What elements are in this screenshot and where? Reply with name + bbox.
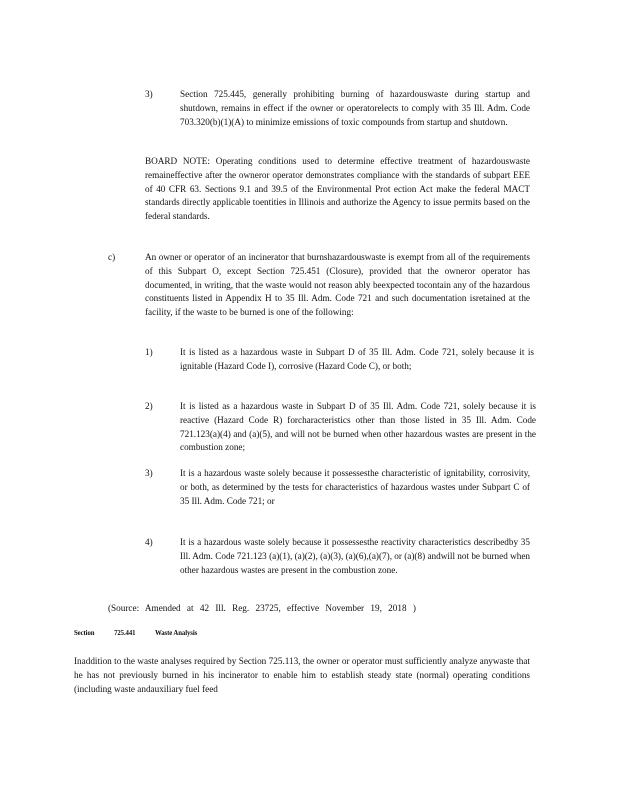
subitem-3-number: 3) [145,468,153,478]
source-note: (Source: Amended at 42 Ill. Reg. 23725, effective November 19, 2018 ) [108,603,416,613]
item-c-number: c) [108,252,116,262]
section-heading [74,630,215,637]
item-3-text: Section 725.445, generally prohibiting burning of hazardouswaste during startup and shutdown, remains in effect if the owner or operatorelects to comply with 35 Ill. Adm. Code 703.320(b)(1)(A) to minimize emissions of toxic compounds from startup and shutdown. [180,89,530,127]
item-3-number: 3) [145,89,153,99]
subitem-3-text: It is a hazardous waste solely because it possessesthe characteristic of ignitability, corrosivity, or both, as determined by the tests for characteristics of hazardous wastes under Subpart C of 35 Ill. Adm. Code 721; or [180,468,530,506]
subitem-4-text: It is a hazardous waste solely because it possessesthe reactivity characteristics describedby 35 Ill. Adm. Code 721.123 (a)(1), (a)(2), (a)(3), (a)(6),(a)(7), or (a)(8) andwill not be burned when other hazardous wastes are present in the combustion zone. [180,537,531,575]
board-note: BOARD NOTE: Operating conditions used to determine effective treatment of hazardouswaste remaineffective after the owneror operator demonstrates compliance with the standards of subpart EEE of 40 CFR 63. Sections 9.1 and 39.5 of the Environmental Prot ection Act make the federal MACT standards directly applicable toentities in Illinois and authorize the Agency to issue permits based on the federal standards. [145,156,530,222]
section-title: Waste Analysis [154,630,198,637]
subitem-1-number: 1) [145,347,153,357]
subitem-2-number: 2) [145,401,153,411]
section-label: Section [74,630,95,637]
section-body: Inaddition to the waste analyses required by Section 725.113, the owner or operator must sufficiently analyze anywaste that he has not previously burned in his incinerator to enable him to establish steady state (normal) operating conditions (including waste andauxiliary fuel feed [74,656,530,694]
subitem-2-text: It is listed as a hazardous waste in Subpart D of 35 Ill. Adm. Code 721, solely because it is reactive (Hazard Code R) forcharacteristics other than those listed in 35 Ill. Adm. Code 721.123(a)(4) and (a)(5), and will not be burned when other hazardous wastes are present in the combustion zone; [180,401,536,453]
item-c-text: An owner or operator of an incinerator that burnshazardouswaste is exempt from all of the requirements of this Subpart O, except Section 725.451 (Closure), provided that the owneror operator has documented, in writing, that the waste would not reason ably beexpected tocontain any of the hazardous constituents listed in Appendix H to 35 Ill. Adm. Code 721 and such documentation isretained at the facility, if the waste to be burned is one of the following: [145,252,530,318]
subitem-1-text: It is listed as a hazardous waste in Subpart D of 35 Ill. Adm. Code 721, solely because it is ignitable (Hazard Code I), corrosive (Hazard Code C), or both; [180,347,534,371]
section-number: 725.441 [114,630,136,637]
subitem-4-number: 4) [145,537,153,547]
